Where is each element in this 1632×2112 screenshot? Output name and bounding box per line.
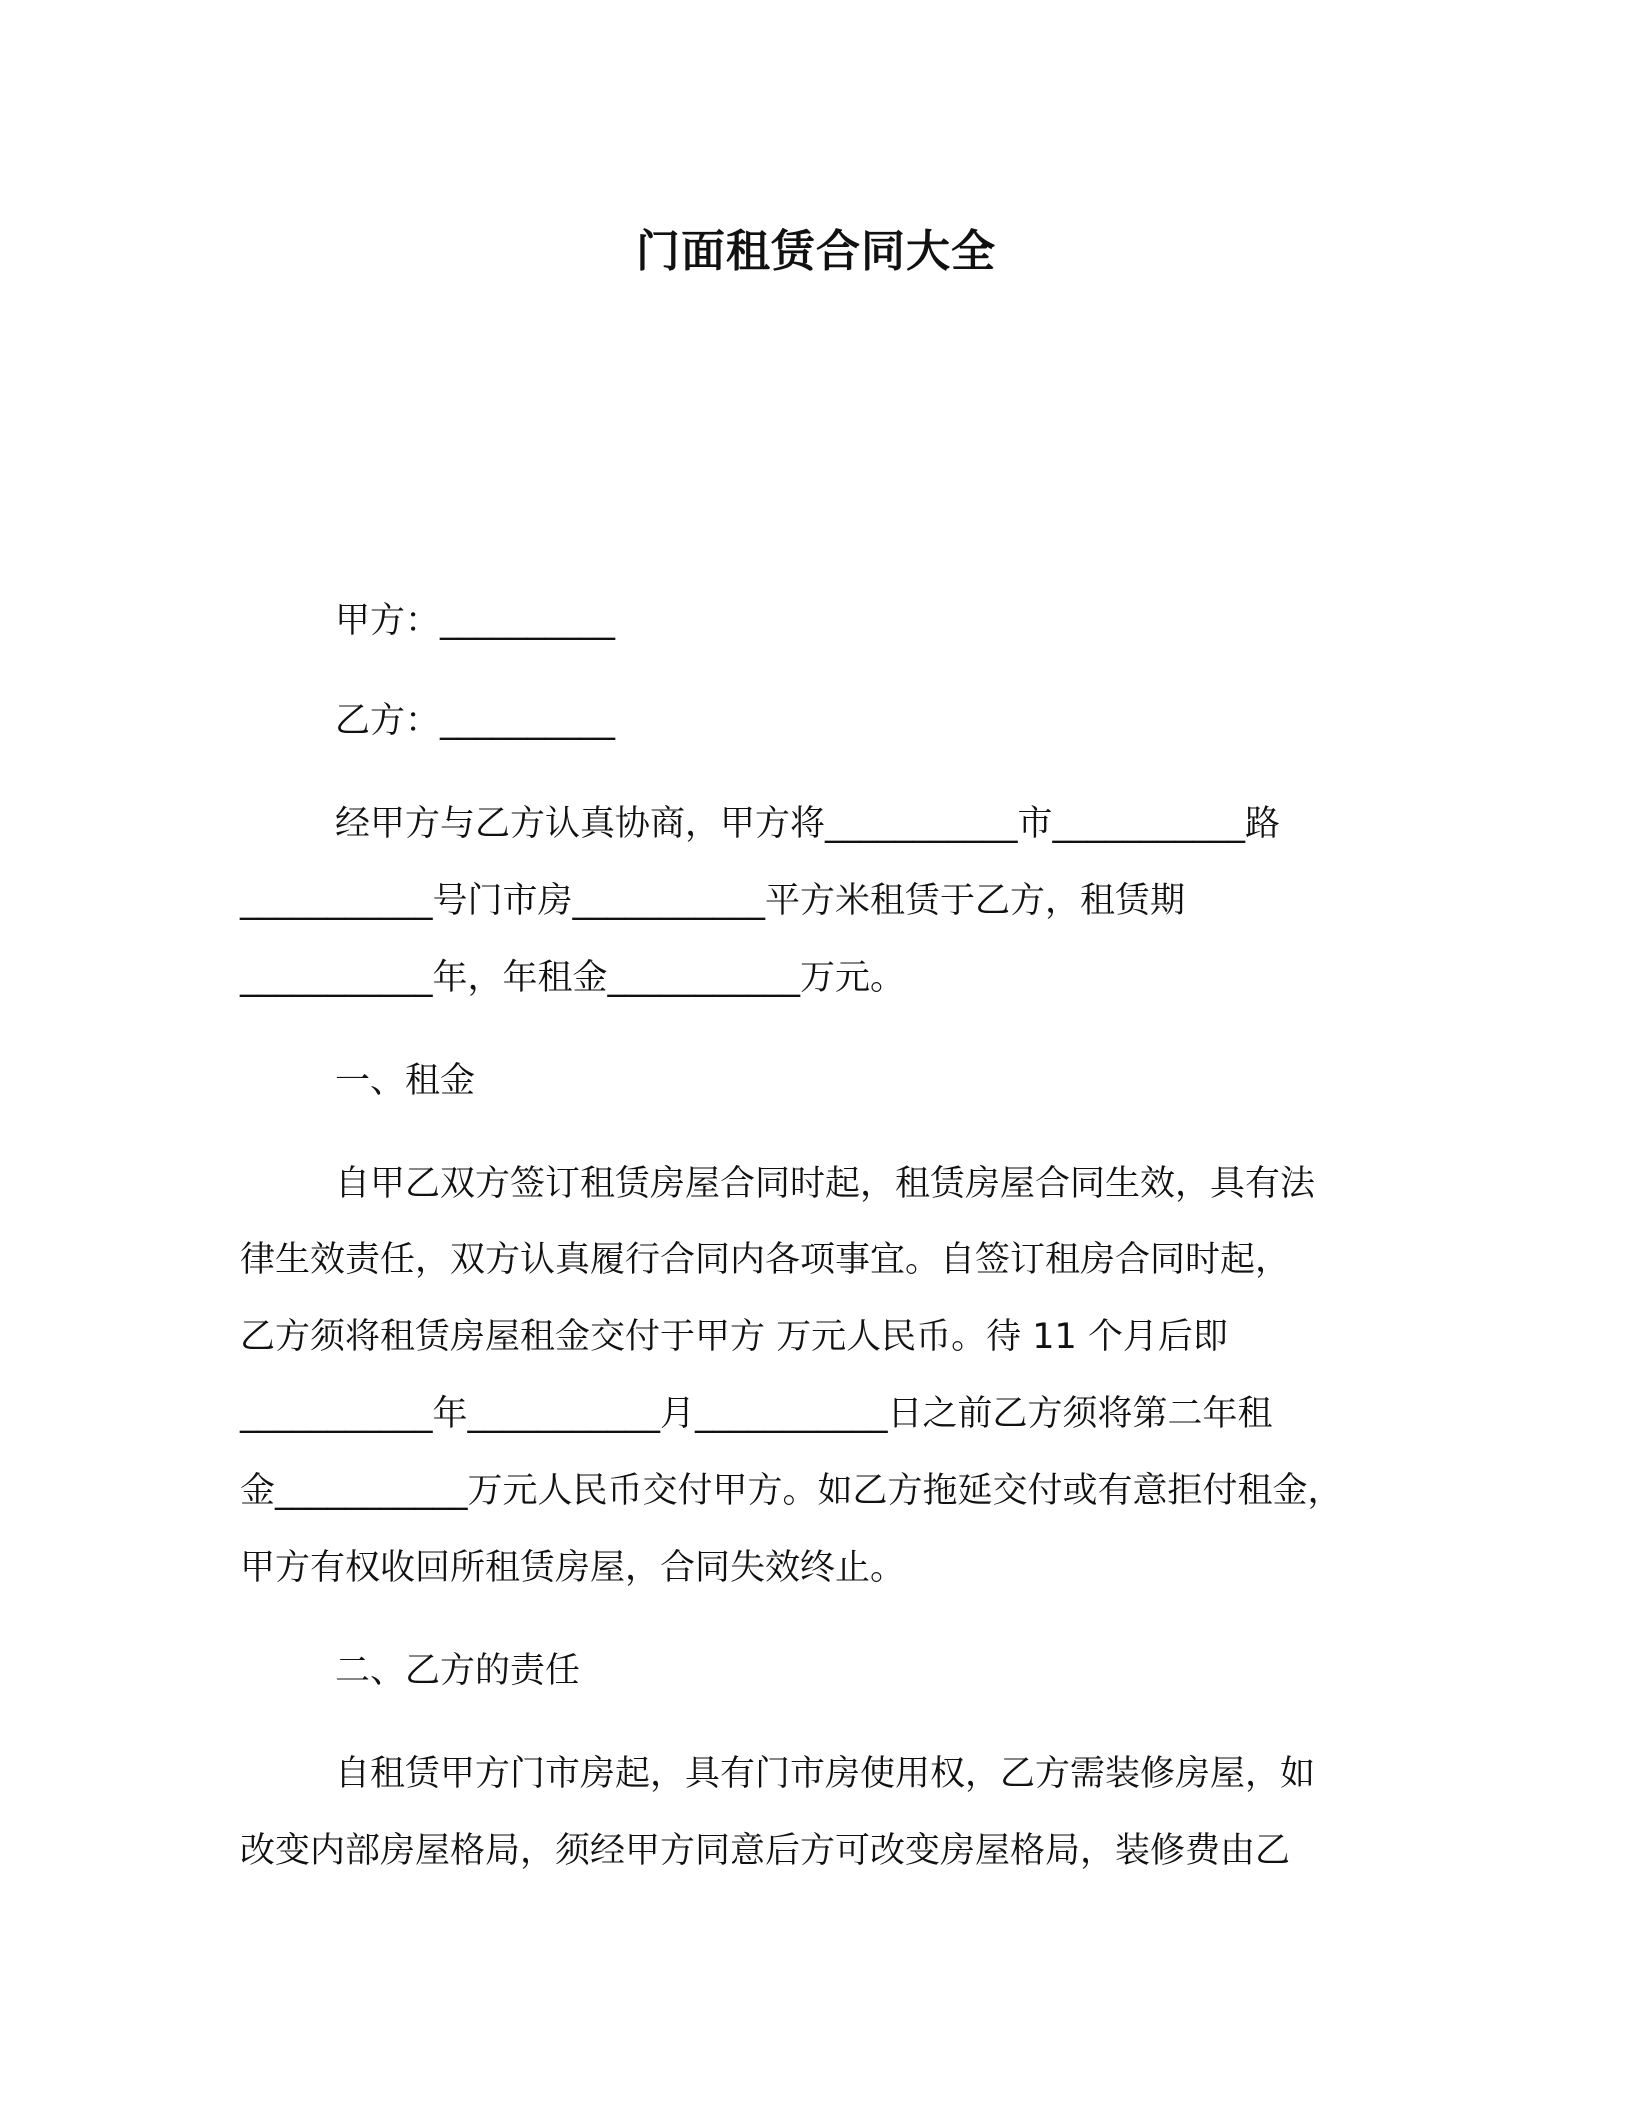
rent-paragraph-line-1: 自甲乙双方签订租赁房屋合同时起，租赁房屋合同生效，具有法 xyxy=(335,1164,1316,1204)
intro-line-3: ___________年，年租金___________万元。 xyxy=(240,958,906,998)
duties-paragraph-line-1: 自租赁甲方门市房起，具有门市房使用权，乙方需装修房屋，如 xyxy=(335,1754,1316,1794)
document-title: 门面租赁合同大全 xyxy=(636,226,996,277)
rent-paragraph-line-6: 甲方有权收回所租赁房屋，合同失效终止。 xyxy=(240,1548,906,1588)
party-b-line: 乙方：__________ xyxy=(335,701,616,741)
intro-line-1: 经甲方与乙方认真协商，甲方将___________市___________路 xyxy=(335,804,1281,844)
rent-paragraph-line-3: 乙方须将租赁房屋租金交付于甲方 万元人民币。待 11 个月后即 xyxy=(240,1317,1228,1357)
rent-paragraph-line-4: ___________年___________月___________日之前乙方须将第二年租 xyxy=(240,1394,1273,1434)
party-a-line: 甲方：__________ xyxy=(335,601,616,641)
rent-paragraph-line-2: 律生效责任，双方认真履行合同内各项事宜。自签订租房合同时起， xyxy=(240,1240,1291,1280)
rent-paragraph-line-5: 金___________万元人民币交付甲方。如乙方拖延交付或有意拒付租金， xyxy=(240,1471,1343,1511)
duties-paragraph-line-2: 改变内部房屋格局，须经甲方同意后方可改变房屋格局，装修费由乙 xyxy=(240,1831,1291,1871)
section-heading-party-b-duties: 二、乙方的责任 xyxy=(335,1651,581,1691)
intro-line-2: ___________号门市房___________平方米租赁于乙方，租赁期 xyxy=(240,881,1186,921)
section-heading-rent: 一、租金 xyxy=(335,1061,476,1101)
